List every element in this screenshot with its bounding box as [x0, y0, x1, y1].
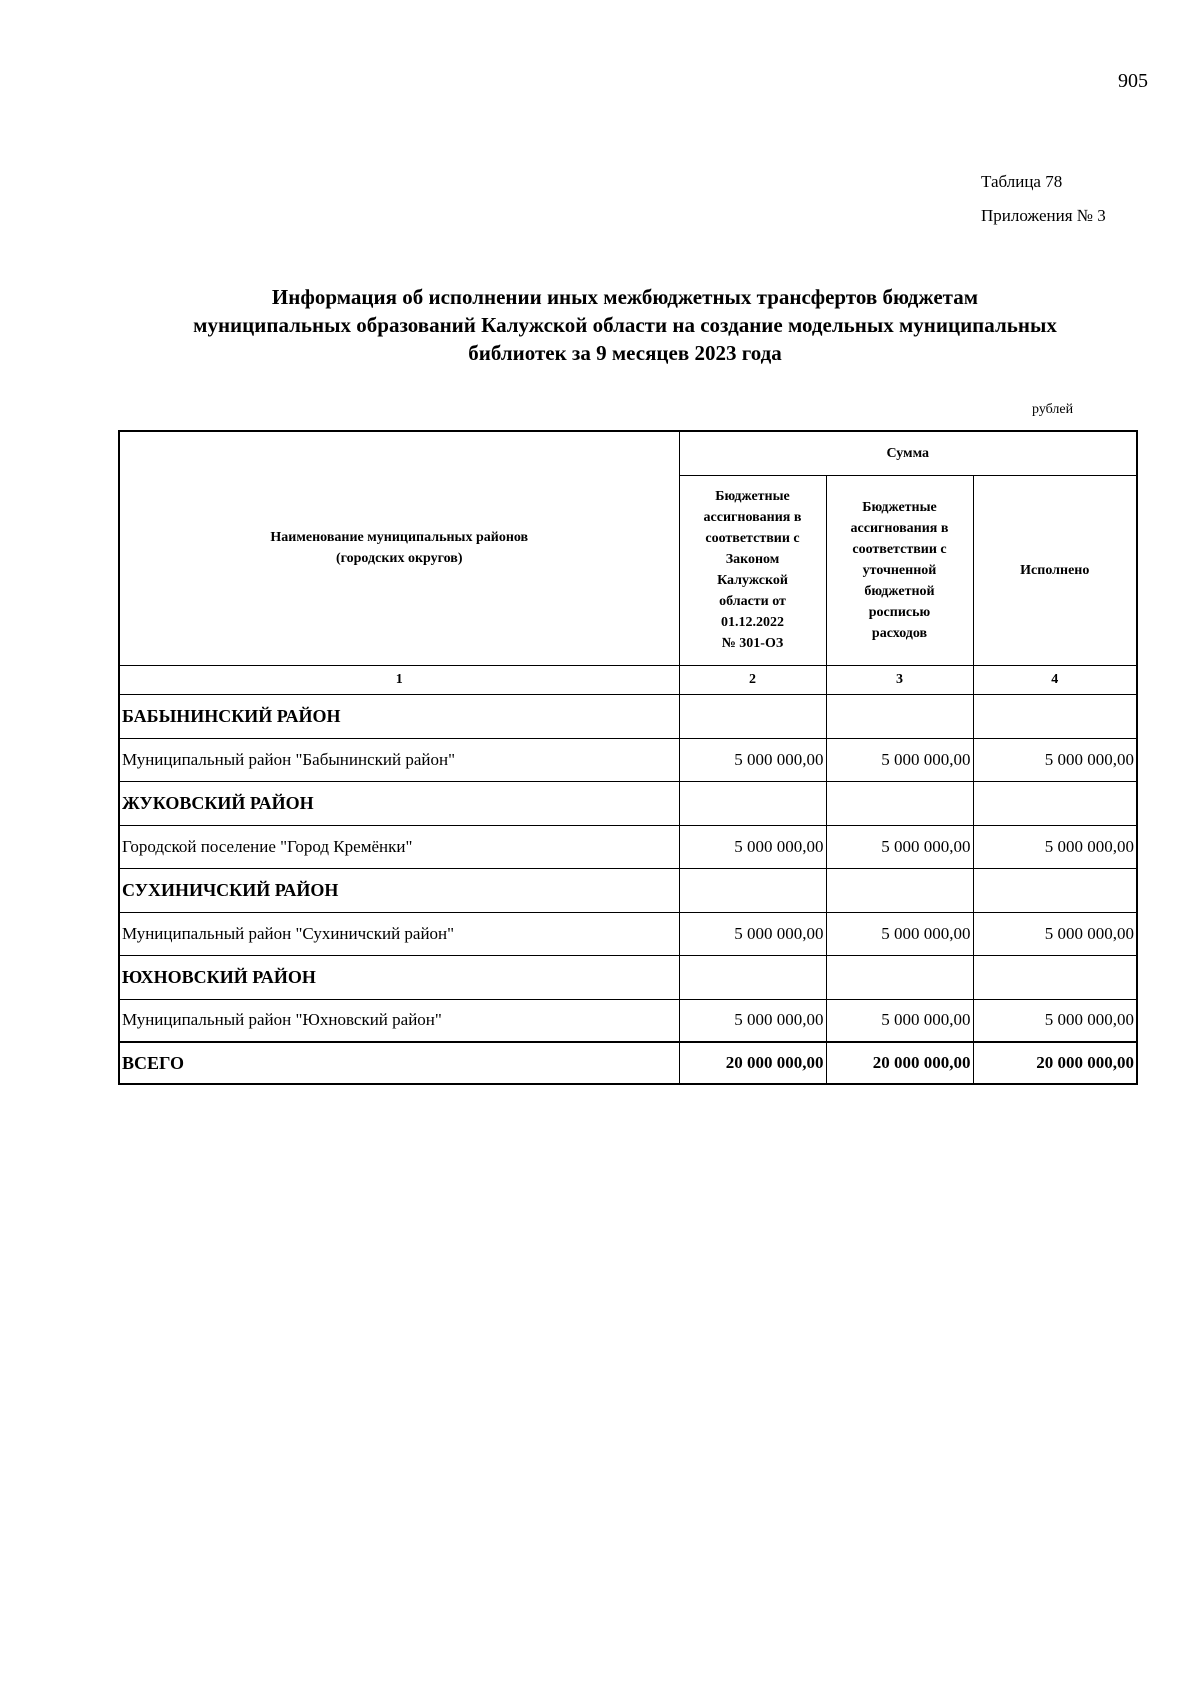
table-row: [119, 912, 1137, 955]
district-name: БАБЫНИНСКИЙ РАЙОН: [119, 694, 679, 738]
amount-col4: 5 000 000,00: [973, 999, 1137, 1042]
title-line: Информация об исполнении иных межбюджетных трансфертов бюджетам: [271, 285, 979, 309]
header-sum-group: Сумма: [679, 431, 1137, 475]
column-number: 2: [679, 665, 826, 694]
header-name-column: Наименование муниципальных районов (городских округов): [119, 431, 679, 665]
amount-col2: 5 000 000,00: [679, 825, 826, 868]
district-row: [119, 868, 1137, 912]
municipality-name: Муниципальный район "Сухиничский район": [119, 912, 679, 955]
amount-col2: 5 000 000,00: [679, 999, 826, 1042]
table-row: [119, 738, 1137, 781]
amount-col3: 5 000 000,00: [826, 738, 973, 781]
district-row: [119, 781, 1137, 825]
report-table: [118, 430, 1138, 1085]
header-col4: Исполнено: [973, 475, 1137, 665]
appendix-label: Приложения № 3: [981, 206, 1106, 225]
amount-col3: 5 000 000,00: [826, 912, 973, 955]
district-row: [119, 694, 1137, 738]
column-number: 4: [973, 665, 1137, 694]
units-label: рублей: [1032, 402, 1074, 417]
total-col2: 20 000 000,00: [679, 1042, 826, 1084]
district-row: [119, 955, 1137, 999]
total-col4: 20 000 000,00: [973, 1042, 1137, 1084]
document-title: [110, 283, 1140, 367]
column-number: 3: [826, 665, 973, 694]
page-number: 905: [1118, 70, 1148, 92]
title-line: муниципальных образований Калужской области на создание модельных муниципальных: [193, 313, 1057, 337]
header-col3: Бюджетные ассигнования в соответствии с уточненной бюджетной росписью расходов: [826, 475, 973, 665]
total-col3: 20 000 000,00: [826, 1042, 973, 1084]
district-name: СУХИНИЧСКИЙ РАЙОН: [119, 868, 679, 912]
amount-col3: 5 000 000,00: [826, 825, 973, 868]
table-label: Таблица 78: [981, 172, 1063, 191]
amount-col4: 5 000 000,00: [973, 912, 1137, 955]
title-line: библиотек за 9 месяцев 2023 года: [468, 341, 782, 365]
amount-col2: 5 000 000,00: [679, 912, 826, 955]
total-row: [119, 1042, 1137, 1084]
amount-col4: 5 000 000,00: [973, 825, 1137, 868]
municipality-name: Городской поселение "Город Кремёнки": [119, 825, 679, 868]
table-row: [119, 999, 1137, 1042]
header-col2: Бюджетные ассигнования в соответствии с Законом Калужской области от 01.12.2022 № 301-ОЗ: [679, 475, 826, 665]
table-row: [119, 825, 1137, 868]
municipality-name: Муниципальный район "Юхновский район": [119, 999, 679, 1042]
total-label: ВСЕГО: [119, 1042, 679, 1084]
amount-col4: 5 000 000,00: [973, 738, 1137, 781]
amount-col3: 5 000 000,00: [826, 999, 973, 1042]
column-number: 1: [119, 665, 679, 694]
district-name: ЮХНОВСКИЙ РАЙОН: [119, 955, 679, 999]
amount-col2: 5 000 000,00: [679, 738, 826, 781]
district-name: ЖУКОВСКИЙ РАЙОН: [119, 781, 679, 825]
municipality-name: Муниципальный район "Бабынинский район": [119, 738, 679, 781]
